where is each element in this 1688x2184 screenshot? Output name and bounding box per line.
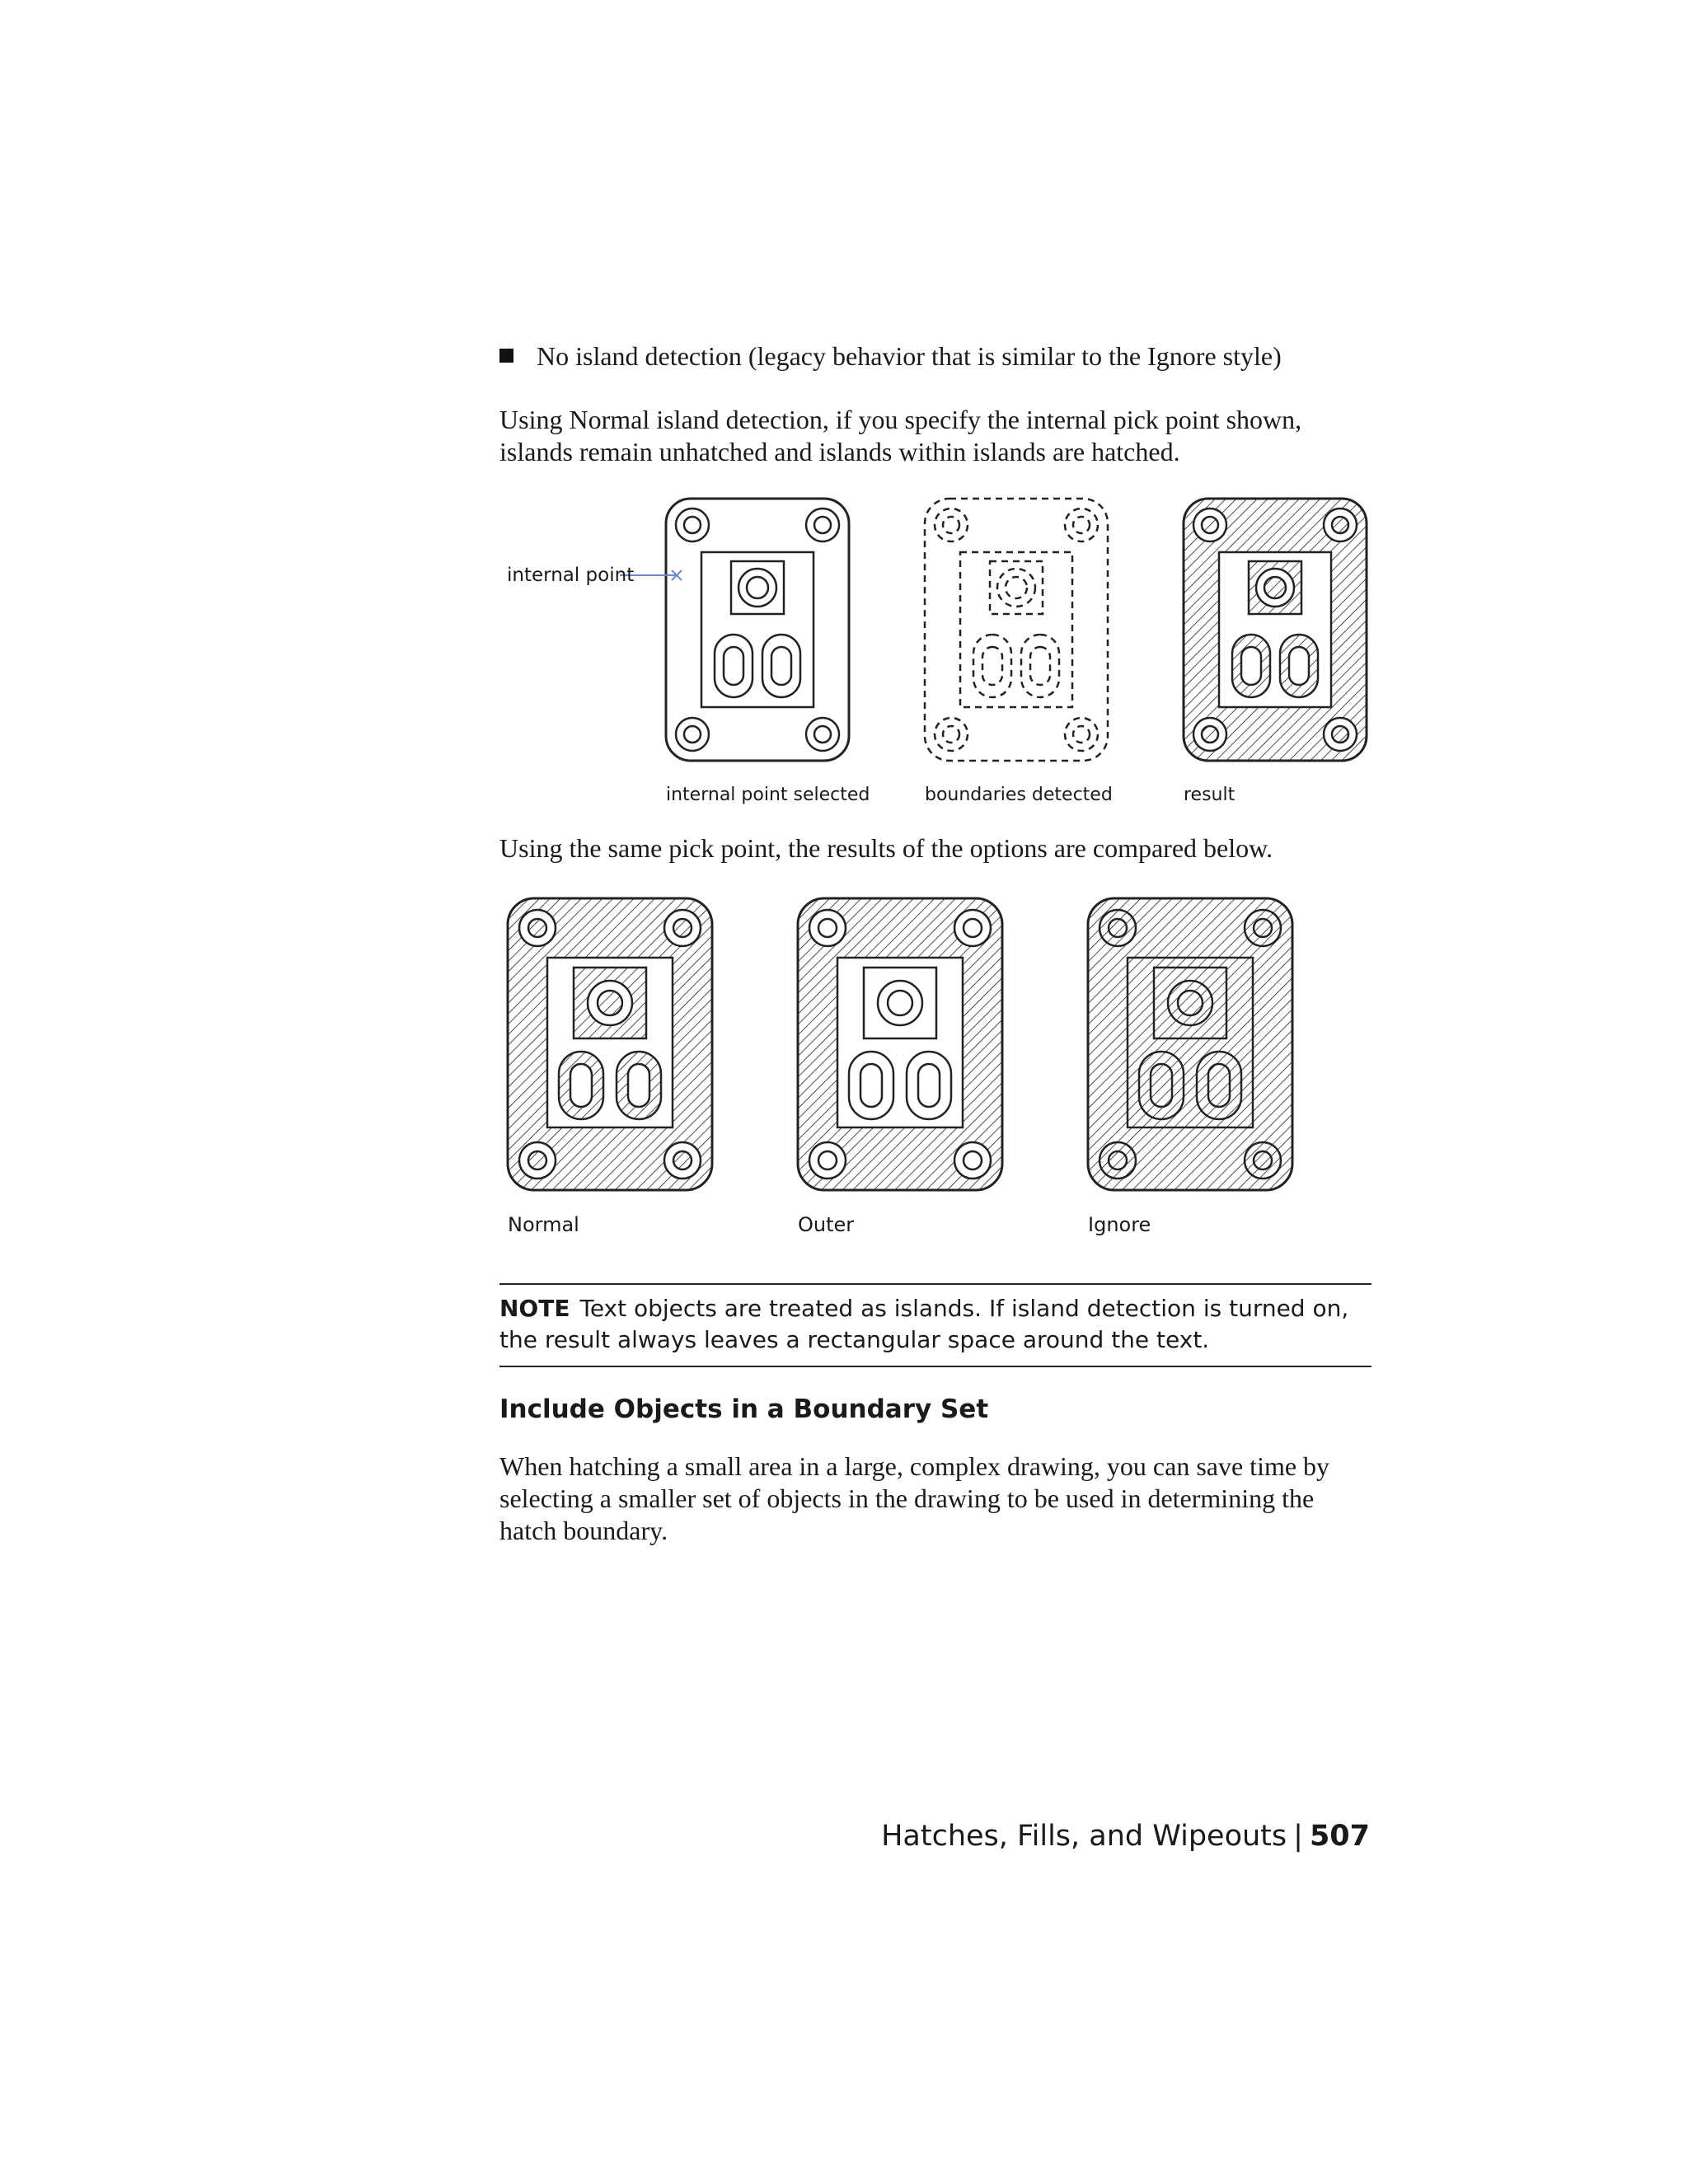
note-box (499, 1283, 1372, 1367)
page-number: 507 (1309, 1820, 1370, 1853)
callout-internal-point: internal point (507, 565, 635, 586)
bullet-text: No island detection (legacy behavior that is similar to the Ignore style) (537, 341, 1282, 371)
panel-ignore (1088, 898, 1292, 1190)
panel-outer (798, 898, 1002, 1190)
footer-section-title: Hatches, Fills, and Wipeouts (881, 1820, 1287, 1853)
panel-normal (508, 898, 712, 1190)
panel-boundaries-detected (925, 499, 1108, 761)
note-text: Text objects are treated as islands. If island detection is turned on, the result always leaves a rectangular space around the text. (499, 1295, 1349, 1353)
bullet-item (499, 338, 1373, 374)
paragraph-boundary-set: When hatching a small area in a large, complex drawing, you can save time by selecting a smaller set of objects in the drawing to be used in determining the hatch boundary. (499, 1451, 1330, 1545)
caption-ignore: Ignore (1088, 1213, 1151, 1236)
caption-boundaries-detected: boundaries detected (925, 785, 1113, 805)
figure-island-styles (495, 890, 1319, 1253)
section-heading: Include Objects in a Boundary Set (499, 1394, 989, 1424)
page-footer (881, 1818, 1370, 1854)
panel-internal-point-selected (666, 499, 849, 761)
caption-outer: Outer (798, 1213, 855, 1236)
note-label: NOTE (499, 1295, 570, 1322)
footer-separator: | (1293, 1820, 1303, 1853)
panel-result (1184, 499, 1367, 761)
caption-result: result (1184, 785, 1236, 805)
paragraph-compare-options: Using the same pick point, the results of the options are compared below. (499, 833, 1273, 863)
figure-island-detection (495, 490, 1376, 812)
paragraph-normal-detection: Using Normal island detection, if you specify the internal pick point shown, islands remain unhatched and islands within islands are hatched. (499, 405, 1302, 466)
caption-normal: Normal (508, 1213, 579, 1236)
caption-internal-point-selected: internal point selected (666, 785, 870, 805)
bullet-square-icon (499, 349, 513, 363)
